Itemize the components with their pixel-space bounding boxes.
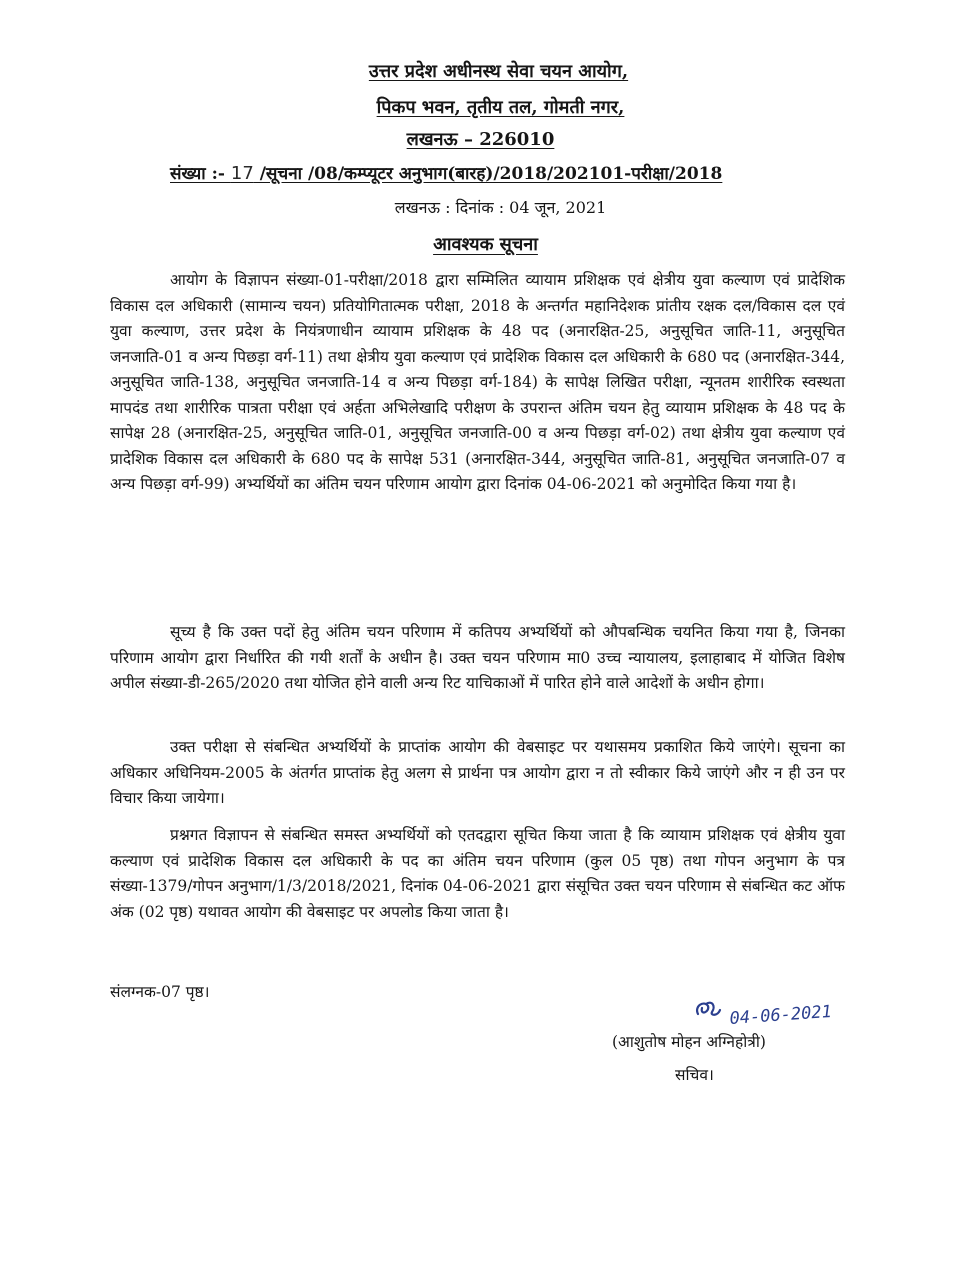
organization-city: लखनऊ – 226010 [406, 129, 555, 150]
paragraph-marks-publication: उक्त परीक्षा से संबन्धित अभ्यर्थियों के प्राप्तांक आयोग की वेबसाइट पर यथासमय प्रकाशित किये जाएंगे। सूचना का अधिकार अधिनियम-2005 के अंतर्गत प्राप्तांक हेतु अलग से प्रार्थना पत्र आयोग द्वारा न तो स्वीकार किये जाएंगे और न ही उन पर विचार किया जायेगा। [110, 738, 845, 807]
notice-date: लखनऊ : दिनांक : 04 जून, 2021 [394, 198, 607, 217]
reference-suffix: /सूचना /08/कम्प्यूटर अनुभाग(बारह)/2018/202101-परीक्षा/2018 [253, 164, 723, 184]
paragraph-website-upload: प्रश्नगत विज्ञापन से संबन्धित समस्त अभ्यर्थियों को एतदद्वारा सूचित किया जाता है कि व्यायाम प्रशिक्षक एवं क्षेत्रीय युवा कल्याण एवं प्रादेशिक विकास दल अधिकारी के पद का अंतिम चयन परिणाम (कुल 05 पृष्ठ) तथा गोपन अनुभाग के पत्र संख्या-1379/गोपन अनुभाग/1/3/2018/2021, दिनांक 04-06-2021 द्वारा संसूचित उक्त चयन परिणाम से संबन्धित कट ऑफ अंक (02 पृष्ठ) यथावत आयोग की वेबसाइट पर अपलोड किया जाता है। [110, 826, 845, 921]
organization-address: पिकप भवन, तृतीय तल, गोमती नगर, [376, 97, 625, 118]
organization-name: उत्तर प्रदेश अधीनस्थ सेवा चयन आयोग, [368, 61, 629, 82]
enclosure-note: संलग्नक-07 पृष्ठ। [110, 983, 210, 1001]
reference-prefix: संख्या :- [170, 164, 231, 184]
signature-date: 04-06-2021 [728, 1001, 833, 1029]
reference-handwritten-number: 17 [230, 163, 254, 184]
signatory-designation: सचिव। [675, 1066, 714, 1084]
reference-number [170, 162, 810, 186]
paragraph-results-approval: आयोग के विज्ञापन संख्या-01-परीक्षा/2018 द्वारा सम्मिलित व्यायाम प्रशिक्षक एवं क्षेत्रीय युवा कल्याण एवं प्रादेशिक विकास दल अधिकारी (सामान्य चयन) प्रतियोगितात्मक परीक्षा, 2018 के अन्तर्गत महानिदेशक प्रांतीय रक्षक दल/विकास दल एवं युवा कल्याण, उत्तर प्रदेश के नियंत्रणाधीन व्यायाम प्रशिक्षक के 48 पद (अनारक्षित-25, अनुसूचित जाति-11, अनुसूचित जनजाति-01 व अन्य पिछड़ा वर्ग-11) तथा क्षेत्रीय युवा कल्याण एवं प्रादेशिक विकास दल अधिकारी के 680 पद (अनारक्षित-344, अनुसूचित जाति-138, अनुसूचित जनजाति-14 व अन्य पिछड़ा वर्ग-184) के सापेक्ष लिखित परीक्षा, न्यूनतम शारीरिक स्वस्थता मापदंड तथा शारीरिक पात्रता परीक्षा एवं अर्हता अभिलेखादि परीक्षण के उपरान्त अंतिम चयन हेतु व्यायाम प्रशिक्षक के 48 पद के सापेक्ष 28 (अनारक्षित-25, अनुसूचित जाति-01, अनुसूचित जनजाति-00 व अन्य पिछड़ा वर्ग-02) तथा क्षेत्रीय युवा कल्याण एवं प्रादेशिक विकास दल अधिकारी के 680 पद के सापेक्ष 531 (अनारक्षित-344, अनुसूचित जाति-81, अनुसूचित जनजाति-07 व अन्य पिछड़ा वर्ग-99) अभ्यर्थियों का अंतिम चयन परिणाम आयोग द्वारा दिनांक 04-06-2021 को अनुमोदित किया गया है। [110, 271, 845, 493]
signatory-name: (आशुतोष मोहन अग्निहोत्री) [612, 1033, 766, 1051]
signature-scribble [697, 1003, 720, 1015]
notice-title: आवश्यक सूचना [433, 234, 538, 255]
paragraph-provisional-selection: सूच्य है कि उक्त पदों हेतु अंतिम चयन परिणाम में कतिपय अभ्यर्थियों को औपबन्धिक चयनित किया गया है, जिनका परिणाम आयोग द्वारा निर्धारित की गयी शर्तों के अधीन है। उक्त चयन परिणाम मा0 उच्च न्यायालय, इलाहाबाद में योजित विशेष अपील संख्या-डी-265/2020 तथा योजित होने वाली अन्य रिट याचिकाओं में पारित होने वाले आदेशों के अधीन होगा। [110, 623, 845, 692]
